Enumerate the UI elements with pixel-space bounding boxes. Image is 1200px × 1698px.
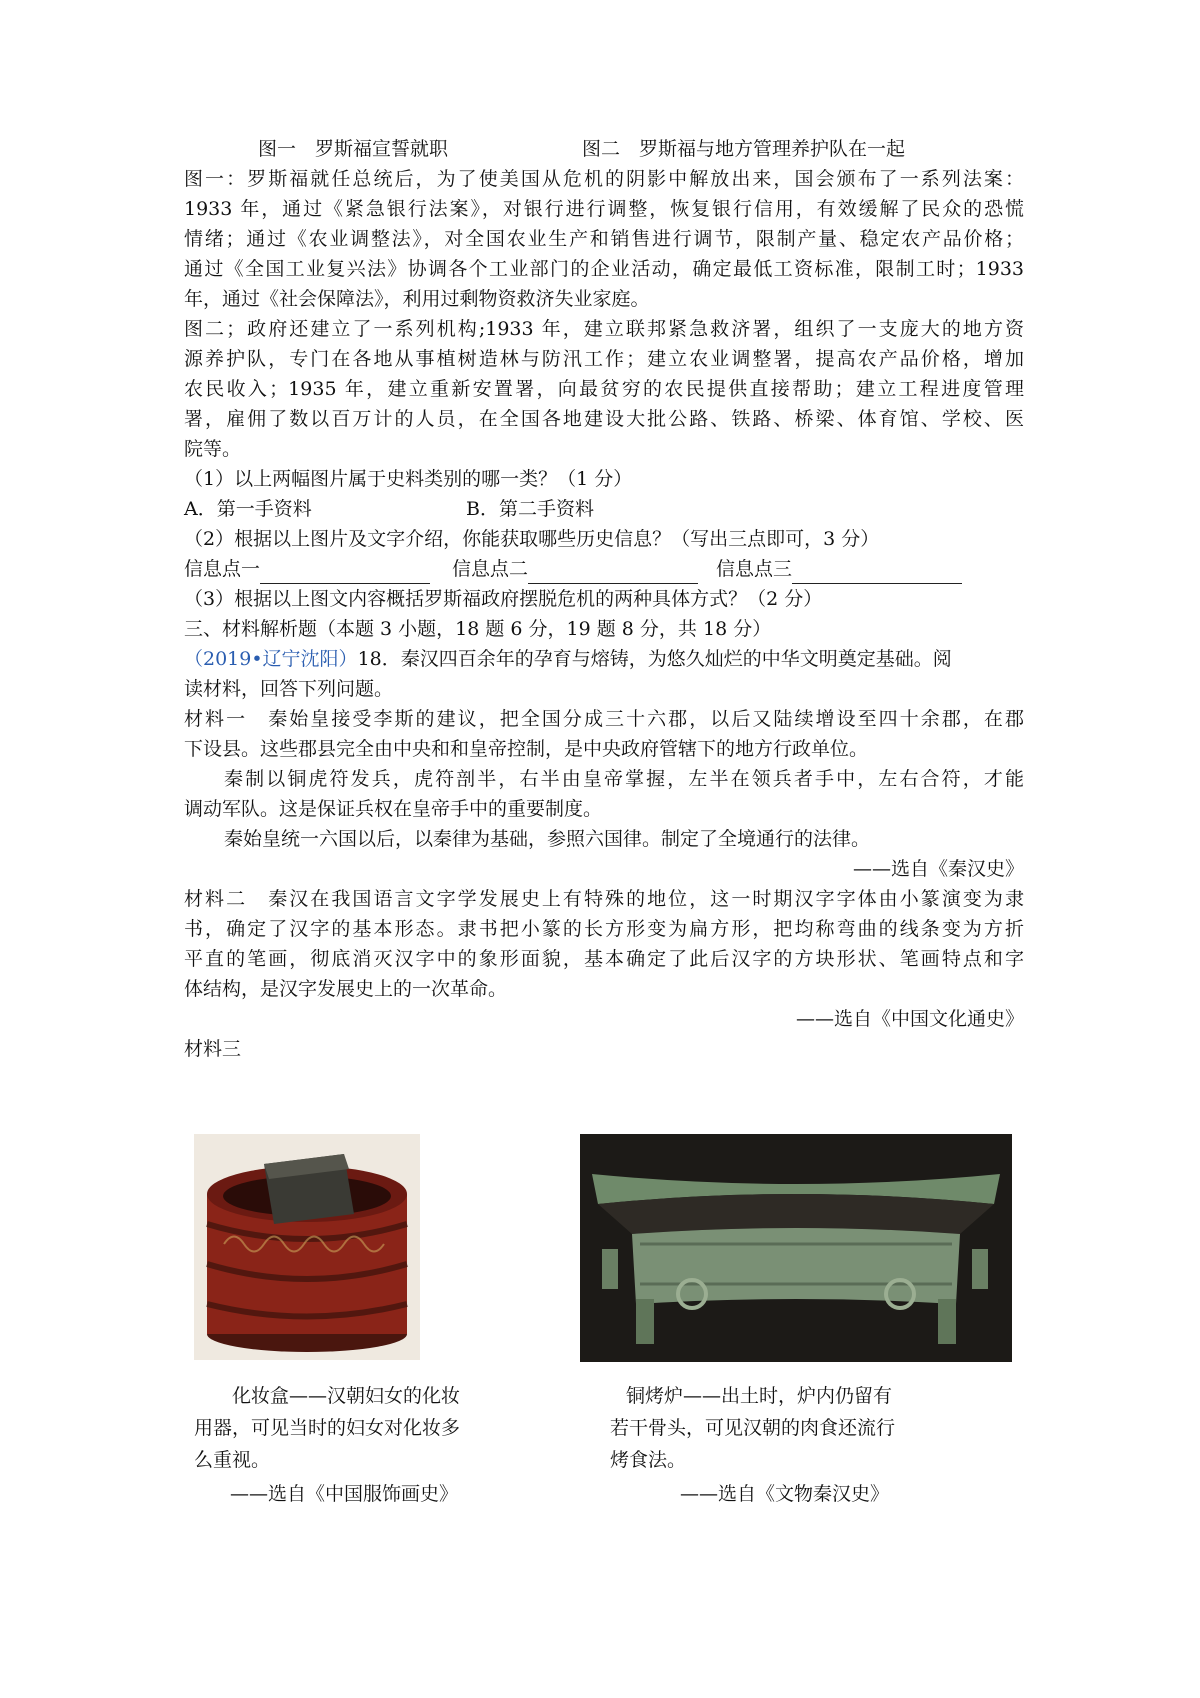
para1-line: 1933 年，通过《紧急银行法案》，对银行进行调整，恢复银行信用，有效缓解了民众的恐慌 [184, 198, 1024, 220]
material-3-label: 材料三 [184, 1038, 242, 1060]
material-2-citation: ——选自《中国文化通史》 [795, 1008, 1024, 1030]
material-2-line: 材料二 秦汉在我国语言文字学发展史上有特殊的地位，这一时期汉字字体由小篆演变为隶 [184, 888, 1024, 910]
bronze-roaster-image [580, 1134, 1012, 1362]
cosmetic-box-caption-line: 用器，可见当时的妇女对化妆多 [194, 1417, 461, 1439]
info-point-2 [452, 554, 698, 584]
material-2-line: 平直的笔画，彻底消灭汉字中的象形面貌，基本确定了此后汉字的方块形状、笔画特点和字 [184, 948, 1024, 970]
question-1: （1）以上两幅图片属于史料类别的哪一类？（1 分） [184, 468, 633, 490]
material-2-line: 体结构，是汉字发展史上的一次革命。 [184, 978, 508, 1000]
bronze-roaster-caption-line: 铜烤炉——出土时，炉内仍留有 [626, 1385, 893, 1407]
info-point-2-label: 信息点二 [452, 558, 529, 580]
option-b: B．第二手资料 [466, 498, 594, 520]
material-1-line: 秦制以铜虎符发兵，虎符剖半，右半由皇帝掌握，左半在领兵者手中，左右合符，才能 [224, 768, 1024, 790]
para2-line: 农民收入；1935 年，建立重新安置署，向最贫穷的农民提供直接帮助；建立工程进度管理 [184, 378, 1024, 400]
material-1-line: 材料一 秦始皇接受李斯的建议，把全国分成三十六郡，以后又陆续增设至四十余郡，在郡 [184, 708, 1024, 730]
para2-line: 院等。 [184, 438, 242, 460]
material-1-line: 秦始皇统一六国以后，以秦律为基础，参照六国律。制定了全境通行的法律。 [224, 828, 871, 850]
question-2: （2）根据以上图片及文字介绍，你能获取哪些历史信息？（写出三点即可，3 分） [184, 528, 880, 550]
cosmetic-box-citation: ——选自《中国服饰画史》 [230, 1483, 459, 1505]
cosmetic-box-illustration [194, 1134, 420, 1360]
para1-line: 图一：罗斯福就任总统后，为了使美国从危机的阴影中解放出来，国会颁布了一系列法案： [184, 168, 1024, 190]
question-18-stem-cont: 读材料，回答下列问题。 [184, 678, 394, 700]
answer-blank-3[interactable] [792, 561, 962, 584]
bronze-roaster-caption-line: 若干骨头，可见汉朝的肉食还流行 [610, 1417, 896, 1439]
para1-line: 年，通过《社会保障法》，利用过剩物资救济失业家庭。 [184, 288, 650, 310]
question-18-stem [184, 644, 952, 674]
bronze-roaster-caption-line: 烤食法。 [610, 1449, 687, 1471]
cosmetic-box-caption-line: 化妆盒——汉朝妇女的化妆 [232, 1385, 461, 1407]
material-1-line: 调动军队。这是保证兵权在皇帝手中的重要制度。 [184, 798, 603, 820]
figure-2-caption: 图二 罗斯福与地方管理养护队在一起 [582, 138, 906, 160]
option-a: A．第一手资料 [184, 498, 312, 520]
question-18-text: 18．秦汉四百余年的孕育与熔铸，为悠久灿烂的中华文明奠定基础。阅 [357, 648, 952, 670]
bronze-roaster-illustration [580, 1134, 1012, 1362]
para2-line: 图二；政府还建立了一系列机构;1933 年，建立联邦紧急救济署，组织了一支庞大的地方资 [184, 318, 1024, 340]
para2-line: 源养护队，专门在各地从事植树造林与防汛工作；建立农业调整署，提高农产品价格，增加 [184, 348, 1024, 370]
figure-1-caption: 图一 罗斯福宣誓就职 [258, 138, 449, 160]
section-3-heading: 三、材料解析题（本题 3 小题，18 题 6 分，19 题 8 分，共 18 分） [184, 618, 772, 640]
question-source: （2019•辽宁沈阳） [184, 648, 358, 670]
material-2-line: 书，确定了汉字的基本形态。隶书把小篆的长方形变为扁方形，把均称弯曲的线条变为方折 [184, 918, 1024, 940]
material-1-line: 下设县。这些郡县完全由中央和和皇帝控制，是中央政府管辖下的地方行政单位。 [184, 738, 869, 760]
para2-line: 署，雇佣了数以百万计的人员，在全国各地建设大批公路、铁路、桥梁、体育馆、学校、医 [184, 408, 1024, 430]
question-3: （3）根据以上图文内容概括罗斯福政府摆脱危机的两种具体方式？（2 分） [184, 588, 823, 610]
info-point-3-label: 信息点三 [716, 558, 793, 580]
para1-line: 通过《全国工业复兴法》协调各个工业部门的企业活动，确定最低工资标准，限制工时；1933 [184, 258, 1024, 280]
info-point-3 [716, 554, 962, 584]
bronze-roaster-citation: ——选自《文物秦汉史》 [680, 1483, 890, 1505]
answer-blank-2[interactable] [528, 561, 698, 584]
para1-line: 情绪；通过《农业调整法》，对全国农业生产和销售进行调节，限制产量、稳定农产品价格； [184, 228, 1024, 250]
answer-blank-1[interactable] [260, 561, 430, 584]
material-1-citation: ——选自《秦汉史》 [852, 858, 1024, 880]
info-point-1-label: 信息点一 [184, 558, 261, 580]
info-point-1 [184, 554, 430, 584]
cosmetic-box-image [194, 1134, 420, 1360]
cosmetic-box-caption-line: 么重视。 [194, 1449, 271, 1471]
